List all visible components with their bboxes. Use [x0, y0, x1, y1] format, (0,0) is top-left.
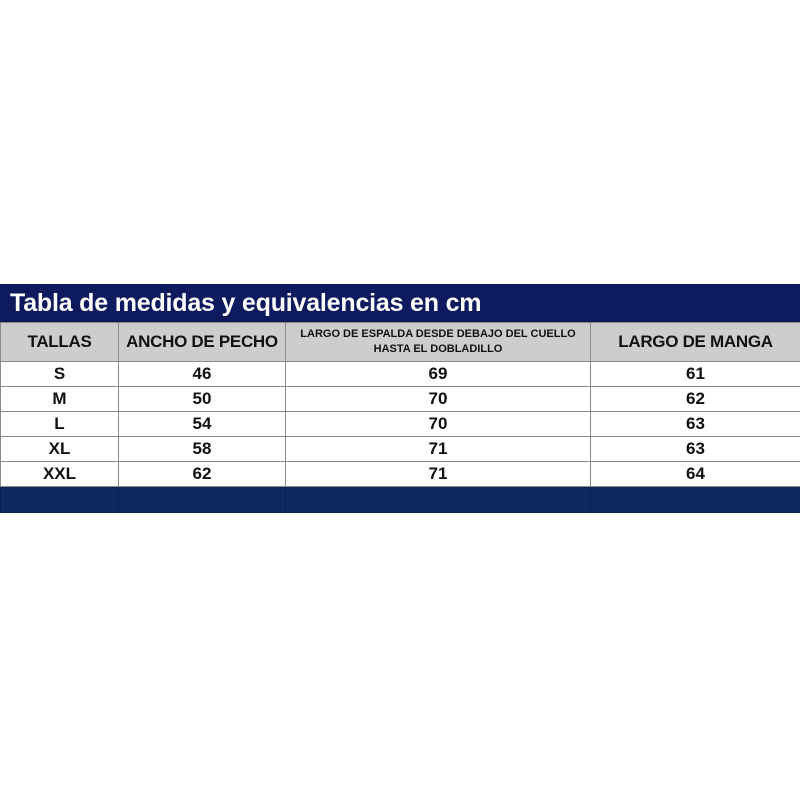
size-cell: M — [1, 387, 119, 412]
chest-cell: 46 — [119, 362, 286, 387]
title-bar — [0, 284, 800, 322]
back-length-cell: 71 — [286, 462, 591, 487]
sleeve-cell: 63 — [591, 412, 800, 437]
table-row — [1, 387, 800, 412]
header-back-length-line-2: HASTA EL DOBLADILLO — [373, 343, 503, 355]
header-back-length-line-1: LARGO DE ESPALDA DESDE DEBAJO DEL CUELLO — [300, 328, 576, 340]
sleeve-cell: 62 — [591, 387, 800, 412]
size-cell: XL — [1, 437, 119, 462]
header-sizes: TALLAS — [1, 323, 119, 362]
size-cell: S — [1, 362, 119, 387]
chart-title: Tabla de medidas y equivalencias en cm — [10, 289, 482, 317]
sleeve-cell: 63 — [591, 437, 800, 462]
footer-cell — [1, 487, 119, 513]
table-row — [1, 437, 800, 462]
footer-bar — [1, 487, 800, 513]
table-row — [1, 362, 800, 387]
footer-cell — [286, 487, 591, 513]
footer-cell — [591, 487, 800, 513]
footer-cell — [119, 487, 286, 513]
size-cell: L — [1, 412, 119, 437]
header-chest-width: ANCHO DE PECHO — [119, 323, 286, 362]
measurements-table — [0, 322, 800, 513]
header-row — [1, 323, 800, 362]
size-chart — [0, 284, 800, 516]
chest-cell: 54 — [119, 412, 286, 437]
chest-cell: 62 — [119, 462, 286, 487]
size-cell: XXL — [1, 462, 119, 487]
sleeve-cell: 61 — [591, 362, 800, 387]
back-length-cell: 70 — [286, 387, 591, 412]
back-length-cell: 69 — [286, 362, 591, 387]
back-length-cell: 70 — [286, 412, 591, 437]
chest-cell: 58 — [119, 437, 286, 462]
back-length-cell: 71 — [286, 437, 591, 462]
table-row — [1, 462, 800, 487]
header-back-length — [286, 323, 591, 362]
chest-cell: 50 — [119, 387, 286, 412]
header-sleeve-length: LARGO DE MANGA — [591, 323, 800, 362]
sleeve-cell: 64 — [591, 462, 800, 487]
table-row — [1, 412, 800, 437]
